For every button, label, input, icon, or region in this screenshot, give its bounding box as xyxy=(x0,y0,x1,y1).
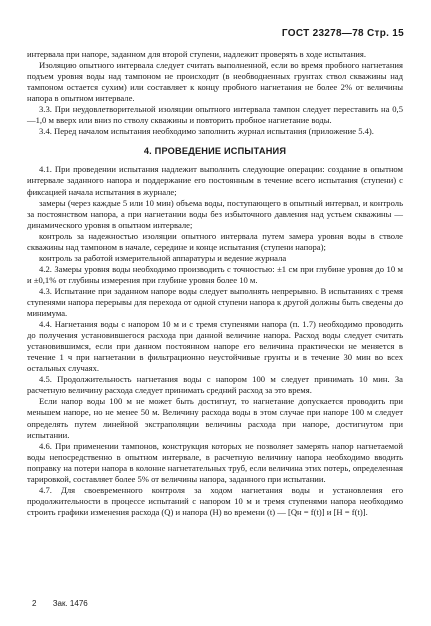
paragraph: Изоляцию опытного интервала следует считать выполненной, если во время пробного нагнетания подъем уровня воды над тампоном не происходит (в необводненных грунтах ствол скважины над тампоном остается сухим) или составляет к концу пробного нагнетания не более 2% от величины напора в опытном интервале. xyxy=(27,60,403,104)
paragraph: интервала при напоре, заданном для второй ступени, надлежит проверять в ходе испытания. xyxy=(27,49,366,59)
paragraph: 4.7. Для своевременного контроля за ходом нагнетания воды и установления его продолжительности в процессе испытаний с напором 10 м и тремя ступенями напора необходимо строить графики изменения расхода (Q) и напора (H) во времени (t) — [Qн = f(t)] и [H = f(t)]. xyxy=(27,484,403,517)
section-paragraphs xyxy=(27,164,403,518)
paragraph: замеры (через каждые 5 или 10 мин) объема воды, поступающего в опытный интервал, и контроль за постоянством напора, а при нагнетании воды без избыточного давления над устьем скважины — динамического уровня в опытном интервале; xyxy=(27,197,403,230)
page-footer xyxy=(32,599,102,608)
paragraph: 3.4. Перед началом испытания необходимо заполнить журнал испытания (приложение 5.4). xyxy=(39,126,374,137)
paragraph: 4.1. При проведении испытания надлежит выполнить следующие операции: создание в опытном интервале заданного напора и поддержание его постоянным в течение всего испытания (ступени) с фиксацией начала испытания в журнале; xyxy=(27,164,403,197)
footer-page-number: 2 xyxy=(32,599,37,608)
paragraph: 4.3. Испытание при заданном напоре воды следует выполнять непрерывно. В испытаниях с тремя ступенями напора перерывы для перехода от одной ступени напора к другой должны быть сведены до минимума. xyxy=(27,285,403,319)
paragraph: 4.4. Нагнетания воды с напором 10 м и с тремя ступенями напора (п. 1.7) необходимо проводить до получения установившегося расхода при данной величине напора. Расход воды следует считать установившимся, если при данном постоянном напоре его величина практически не меняется в течение 1 ч при нагнетании в фильтрационно неустойчивые грунты и в течение 30 мин во всех остальных случаях. xyxy=(27,319,403,374)
page-header: ГОСТ 23278—78 Стр. 15 xyxy=(281,28,404,39)
paragraph: 3.3. При неудовлетворительной изоляции опытного интервала тампон следует переставить на 0,5—1,0 м вверх или вниз по стволу скважины и повторить пробное нагнетание воды. xyxy=(27,104,403,126)
paragraph: 4.6. При применении тампонов, конструкция которых не позволяет замерять напор нагнетаемой воды непосредственно в опытном интервале, в расчетную величину напора необходимо вводить поправку на потери напора в колонне нагнетательных труб, если величина этих потерь, определенная тарировкой, составляет более 5% от величины напора, заданного при испытании. xyxy=(27,440,403,484)
paragraph: Если напор воды 100 м не может быть достигнут, то нагнетание допускается проводить при меньшем напоре, но не менее 50 м. Величину расхода воды в этом случае при напоре 100 м следует определять путем линейной экстраполяции величины расхода при напоре, достигнутом при испытании. xyxy=(27,396,403,440)
paragraph: 4.5. Продолжительность нагнетания воды с напором 100 м следует принимать 10 мин. За расчетную величину расхода следует принимать средний расход за это время. xyxy=(27,374,403,396)
paragraph: контроль за надежностью изоляции опытного интервала путем замера уровня воды в стволе скважины над тампоном в начале, середине и конце испытания (ступени напора); xyxy=(27,230,403,252)
paragraph: 4.2. Замеры уровня воды необходимо производить с точностью: ±1 см при глубине уровня до 10 м и ±0,1% от глубины измерения при глубине уровня более 10 м. xyxy=(27,263,403,285)
section-title: 4. ПРОВЕДЕНИЕ ИСПЫТАНИЯ xyxy=(143,146,287,157)
intro-paragraphs xyxy=(27,49,403,137)
footer-order-number: Зак. 1476 xyxy=(52,599,88,608)
paragraph: контроль за работой измерительной аппаратуры и ведение журнала xyxy=(39,252,287,263)
page-body xyxy=(27,49,403,518)
